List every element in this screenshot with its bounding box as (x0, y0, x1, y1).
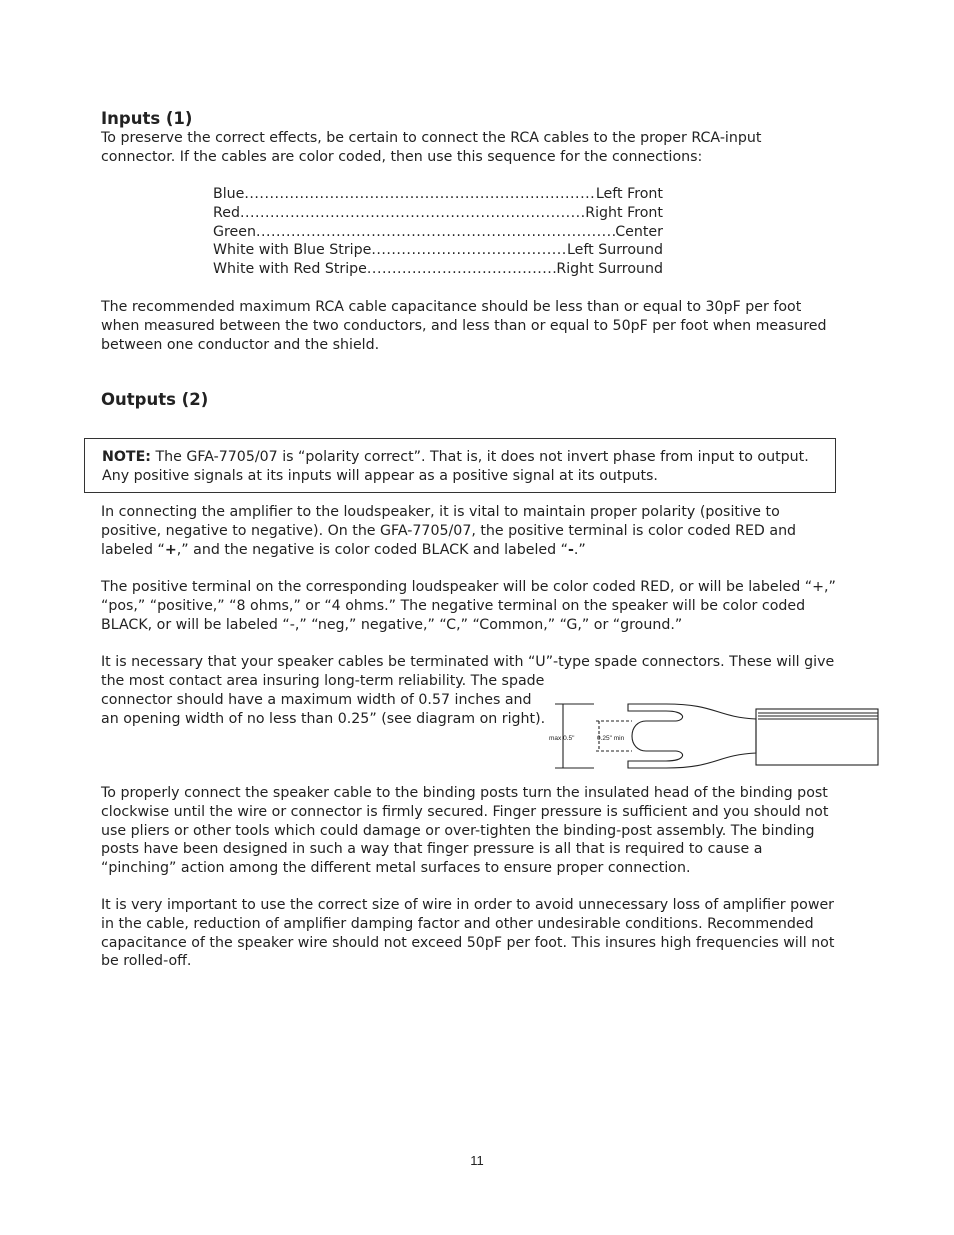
list-item (213, 241, 663, 260)
note-body: The GFA-7705/07 is “polarity correct”. That is, it does not invert phase from input to output. Any positive signals at its inputs will appear as a positive signal at its outputs. (102, 449, 809, 484)
polarity-text-b: ,” and the negative is color coded BLACK and labeled “ (176, 541, 568, 558)
binding-post-paragraph: To properly connect the speaker cable to the binding posts turn the insulated head of the binding post clockwise until the wire or connector is firmly secured. Finger pressure is sufficient and you should not use pliers or other tools which could damage or over-tighten the binding-post assembly. The binding posts have been designed in such a way that finger pressure is all that is required to cause a “pinching” action among the different metal surfaces to ensure proper connection. (101, 785, 829, 877)
connection-channel: Right Surround (556, 261, 663, 278)
note-label: NOTE: (102, 449, 151, 465)
connection-channel: Right Front (585, 204, 663, 221)
spade-connector-diagram (546, 697, 880, 775)
speaker-terminal-paragraph: The positive terminal on the corresponding loudspeaker will be color coded RED, or will be labeled “+,” “pos,” “positive,” “8 ohms,” or “4 ohms.” The negative terminal on the speaker will be color coded BLACK, or will be labeled “-,” “neg,” negative,” “C,” “Common,” “G,” or “ground.” (101, 579, 836, 633)
polarity-paragraph (101, 503, 836, 559)
connection-channel: Center (615, 223, 663, 240)
rca-capacitance-paragraph: The recommended maximum RCA cable capacitance should be less than or equal to 30pF per foot when measured between the two conductors, and less than or equal to 50pF per foot when measured between one conductor and the shield. (101, 299, 827, 353)
leader-dots (367, 260, 556, 279)
inputs-intro: To preserve the correct effects, be certain to connect the RCA cables to the proper RCA-input connector. If the cables are color coded, then use this sequence for the connections: (101, 130, 762, 165)
list-item (213, 185, 663, 204)
leader-dots (371, 241, 567, 260)
connection-channel: Left Front (595, 186, 663, 202)
list-item (213, 260, 663, 279)
spade-paragraph-first-line: It is necessary that your speaker cables be terminated with “U”-type spade connectors. These will give (101, 654, 835, 670)
wire-size-paragraph: It is very important to use the correct size of wire in order to avoid unnecessary loss of amplifier power in the cable, reduction of amplifier damping factor and other undesirable conditions. Recommended capacitance of the speaker wire should not exceed 50pF per foot. This insures high frequencies will not be rolled-off. (101, 897, 835, 970)
inputs-heading: Inputs (1) (101, 109, 193, 128)
connection-color: Blue (213, 186, 245, 202)
list-item (213, 204, 663, 223)
leader-dots (256, 223, 615, 242)
connection-color: Red (213, 204, 240, 221)
min-opening-label: 0.25" min (597, 735, 625, 742)
spade-paragraph-rest: the most contact area insuring long-term reliability. The spade connector should have a maximum width of 0.57 inches and an opening width of no less than 0.25” (see diagram on right). (101, 673, 546, 727)
connection-list (213, 185, 663, 279)
note-text (102, 448, 817, 486)
minus-symbol: - (568, 541, 574, 558)
connection-color: Green (213, 223, 256, 240)
page-number: 11 (470, 1153, 484, 1168)
note-box (84, 438, 836, 493)
polarity-text-a: In connecting the amplifier to the loudspeaker, it is vital to maintain proper polarity (positive to positive, negative to negative). On the GFA-7705/07, the positive terminal is color coded RED and labeled “ (101, 504, 797, 558)
connection-color: White with Red Stripe (213, 261, 367, 278)
polarity-text-c: .” (573, 541, 586, 558)
connection-channel: Left Surround (567, 242, 663, 259)
outputs-heading: Outputs (2) (101, 390, 209, 409)
leader-dots (240, 204, 585, 223)
list-item (213, 223, 663, 242)
connection-color: White with Blue Stripe (213, 242, 372, 259)
max-width-label: max 0.5" (549, 735, 575, 742)
leader-dots (244, 185, 596, 204)
plus-symbol: + (164, 541, 177, 558)
